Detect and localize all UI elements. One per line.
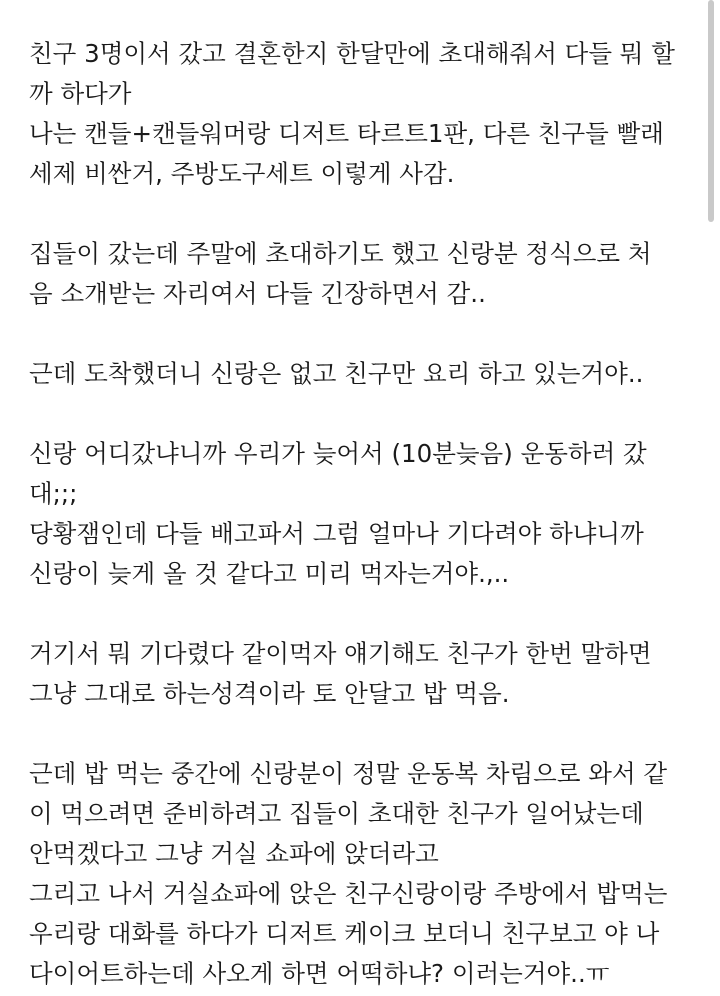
paragraph-gifts [29, 34, 701, 194]
text-line: 까 하다가 [29, 79, 132, 108]
paragraph-visit [29, 234, 701, 314]
text-line: 집들이 갔는데 주말에 초대하기도 했고 신랑분 정식으로 처 [29, 239, 652, 268]
paragraph-arrival [29, 354, 701, 394]
text-line: 신랑이 늦게 올 것 같다고 미리 먹자는거야.,.. [29, 559, 510, 588]
text-line: 세제 비싼거, 주방도구세트 이렇게 사감. [29, 159, 455, 188]
paragraph-gap [29, 714, 701, 754]
text-line: 거기서 뭐 기다렸다 같이먹자 얘기해도 친구가 한번 말하면 [29, 639, 652, 668]
text-line: 당황잼인데 다들 배고파서 그럼 얼마나 기다려야 하냐니까 [29, 519, 644, 548]
text-line: 근데 밥 먹는 중간에 신랑분이 정말 운동복 차림으로 와서 같 [29, 759, 668, 788]
text-line: 이 먹으려면 준비하려고 집들이 초대한 친구가 일어났는데 [29, 799, 644, 828]
text-line: 다이어트하는데 사오게 하면 어떡하냐? 이러는거야..ㅠ [29, 959, 610, 988]
text-line: 신랑 어디갔냐니까 우리가 늦어서 (10분늦음) 운동하러 갔 [29, 439, 647, 468]
text-line: 그리고 나서 거실쇼파에 앉은 친구신랑이랑 주방에서 밥먹는 [29, 879, 668, 908]
paragraph-where-husband [29, 434, 701, 594]
paragraph-waiting [29, 634, 701, 714]
text-line: 음 소개받는 자리여서 다들 긴장하면서 감.. [29, 279, 486, 308]
text-line: 안먹겠다고 그냥 거실 쇼파에 앉더라고 [29, 839, 439, 868]
scrollbar-thumb[interactable] [708, 0, 714, 222]
paragraph-husband-returns [29, 754, 701, 994]
text-line: 대;;; [29, 479, 78, 508]
text-line: 그냥 그대로 하는성격이라 토 안달고 밥 먹음. [29, 679, 510, 708]
paragraph-gap [29, 594, 701, 634]
paragraph-gap [29, 194, 701, 234]
text-line: 친구 3명이서 갔고 결혼한지 한달만에 초대해줘서 다들 뭐 할 [29, 39, 675, 68]
post-body [29, 34, 701, 994]
text-line: 우리랑 대화를 하다가 디저트 케이크 보더니 친구보고 야 나 [29, 919, 660, 948]
text-line: 근데 도착했더니 신랑은 없고 친구만 요리 하고 있는거야.. [29, 359, 644, 388]
paragraph-gap [29, 314, 701, 354]
paragraph-gap [29, 394, 701, 434]
text-line: 나는 캔들+캔들워머랑 디저트 타르트1판, 다른 친구들 빨래 [29, 119, 664, 148]
